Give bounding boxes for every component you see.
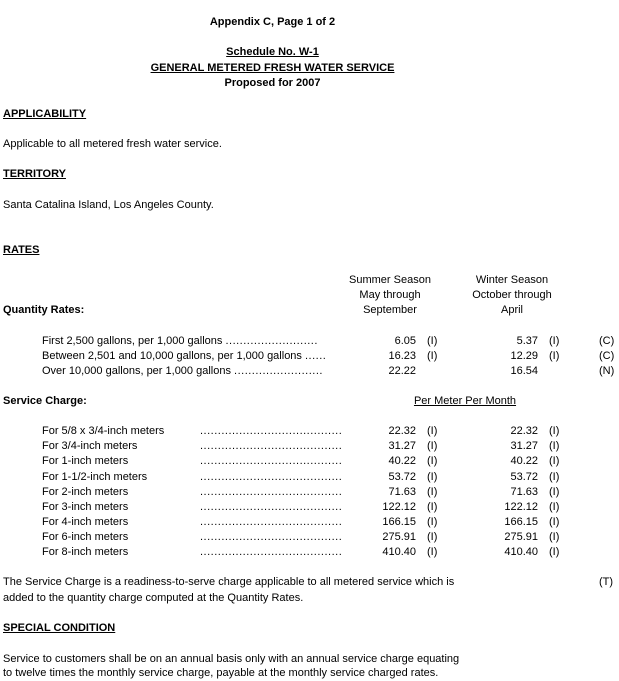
winter-season-header-2: October through	[472, 289, 552, 301]
quantity-row-label: First 2,500 gallons, per 1,000 gallons ..........................	[42, 335, 318, 347]
service-summer-flag: (I)	[427, 546, 438, 558]
quantity-change-flag: (N)	[599, 365, 615, 377]
quantity-winter-flag: (I)	[549, 335, 560, 347]
service-winter-value: 166.15	[504, 516, 538, 528]
quantity-change-flag: (C)	[599, 350, 615, 362]
winter-season-header-1: Winter Season	[475, 274, 549, 286]
service-summer-value: 40.22	[388, 455, 416, 467]
quantity-row-label: Over 10,000 gallons, per 1,000 gallons .........................	[42, 365, 323, 377]
quantity-summer-value: 22.22	[388, 365, 416, 377]
summer-season-header-2: May through	[359, 289, 421, 301]
quantity-winter-value: 5.37	[516, 335, 538, 347]
service-winter-value: 40.22	[510, 455, 538, 467]
leader-dots: ........................................	[200, 516, 343, 528]
service-winter-value: 71.63	[510, 486, 538, 498]
service-summer-value: 166.15	[382, 516, 416, 528]
service-winter-flag: (I)	[549, 425, 560, 437]
schedule-number: Schedule No. W-1	[226, 46, 319, 58]
service-winter-value: 410.40	[504, 546, 538, 558]
leader-dots: ........................................	[200, 440, 343, 452]
service-charge-note-line2: added to the quantity charge computed at the Quantity Rates.	[3, 592, 304, 604]
quantity-summer-value: 16.23	[388, 350, 416, 362]
service-summer-value: 31.27	[388, 440, 416, 452]
service-summer-flag: (I)	[427, 471, 438, 483]
meter-size-label: For 3-inch meters	[42, 501, 129, 513]
applicability-heading: APPLICABILITY	[3, 108, 87, 120]
meter-size-label: For 5/8 x 3/4-inch meters	[42, 425, 165, 437]
winter-season-header-3: April	[500, 304, 523, 316]
service-winter-value: 122.12	[504, 501, 538, 513]
service-winter-flag: (I)	[549, 546, 560, 558]
service-winter-flag: (I)	[549, 440, 560, 452]
quantity-change-flag: (C)	[599, 335, 615, 347]
service-summer-value: 53.72	[388, 471, 416, 483]
service-summer-flag: (I)	[427, 455, 438, 467]
service-winter-flag: (I)	[549, 455, 560, 467]
applicability-text: Applicable to all metered fresh water service.	[3, 138, 222, 150]
quantity-winter-flag: (I)	[549, 350, 560, 362]
meter-size-label: For 8-inch meters	[42, 546, 129, 558]
service-summer-flag: (I)	[427, 501, 438, 513]
leader-dots: ........................................	[200, 486, 343, 498]
service-summer-flag: (I)	[427, 516, 438, 528]
service-summer-value: 275.91	[382, 531, 416, 543]
leader-dots: ........................................	[200, 471, 343, 483]
meter-size-label: For 1-1/2-inch meters	[42, 471, 148, 483]
quantity-summer-value: 6.05	[394, 335, 416, 347]
service-winter-value: 22.32	[510, 425, 538, 437]
service-summer-flag: (I)	[427, 486, 438, 498]
proposed-year: Proposed for 2007	[224, 77, 321, 89]
service-summer-flag: (I)	[427, 440, 438, 452]
schedule-title: GENERAL METERED FRESH WATER SERVICE	[150, 62, 395, 74]
territory-heading: TERRITORY	[3, 168, 66, 180]
meter-size-label: For 1-inch meters	[42, 455, 129, 467]
quantity-summer-flag: (I)	[427, 350, 438, 362]
service-winter-flag: (I)	[549, 471, 560, 483]
service-winter-flag: (I)	[549, 531, 560, 543]
service-charge-note-line1: The Service Charge is a readiness-to-serve charge applicable to all metered service which is	[3, 576, 455, 588]
per-meter-per-month-label: Per Meter Per Month	[413, 395, 517, 407]
quantity-winter-value: 12.29	[510, 350, 538, 362]
special-condition-line2: to twelve times the monthly service charge, payable at the monthly service charged rates.	[3, 667, 439, 679]
quantity-summer-flag: (I)	[427, 335, 438, 347]
service-summer-flag: (I)	[427, 531, 438, 543]
leader-dots: ........................................	[200, 546, 343, 558]
quantity-row-label: Between 2,501 and 10,000 gallons, per 1,000 gallons ......	[42, 350, 327, 362]
rates-heading: RATES	[3, 244, 40, 256]
leader-dots: ........................................	[200, 455, 343, 467]
territory-text: Santa Catalina Island, Los Angeles County.	[3, 199, 214, 211]
service-winter-flag: (I)	[549, 516, 560, 528]
meter-size-label: For 6-inch meters	[42, 531, 129, 543]
quantity-winter-value: 16.54	[510, 365, 538, 377]
special-condition-heading: SPECIAL CONDITION	[3, 622, 116, 634]
leader-dots: ........................................	[200, 425, 343, 437]
service-summer-value: 71.63	[388, 486, 416, 498]
service-summer-value: 122.12	[382, 501, 416, 513]
meter-size-label: For 3/4-inch meters	[42, 440, 138, 452]
appendix-page-label: Appendix C, Page 1 of 2	[209, 16, 336, 28]
service-winter-flag: (I)	[549, 501, 560, 513]
quantity-rates-label: Quantity Rates:	[3, 304, 85, 316]
service-summer-value: 22.32	[388, 425, 416, 437]
meter-size-label: For 4-inch meters	[42, 516, 129, 528]
special-condition-line1: Service to customers shall be on an annual basis only with an annual service charge equating	[3, 653, 460, 665]
service-winter-value: 31.27	[510, 440, 538, 452]
leader-dots: ........................................	[200, 501, 343, 513]
service-charge-label: Service Charge:	[3, 395, 87, 407]
service-winter-value: 275.91	[504, 531, 538, 543]
service-winter-value: 53.72	[510, 471, 538, 483]
service-summer-value: 410.40	[382, 546, 416, 558]
service-charge-note-flag: (T)	[599, 576, 614, 588]
service-winter-flag: (I)	[549, 486, 560, 498]
summer-season-header-3: September	[363, 304, 417, 316]
summer-season-header-1: Summer Season	[349, 274, 431, 286]
meter-size-label: For 2-inch meters	[42, 486, 129, 498]
leader-dots: ........................................	[200, 531, 343, 543]
service-summer-flag: (I)	[427, 425, 438, 437]
